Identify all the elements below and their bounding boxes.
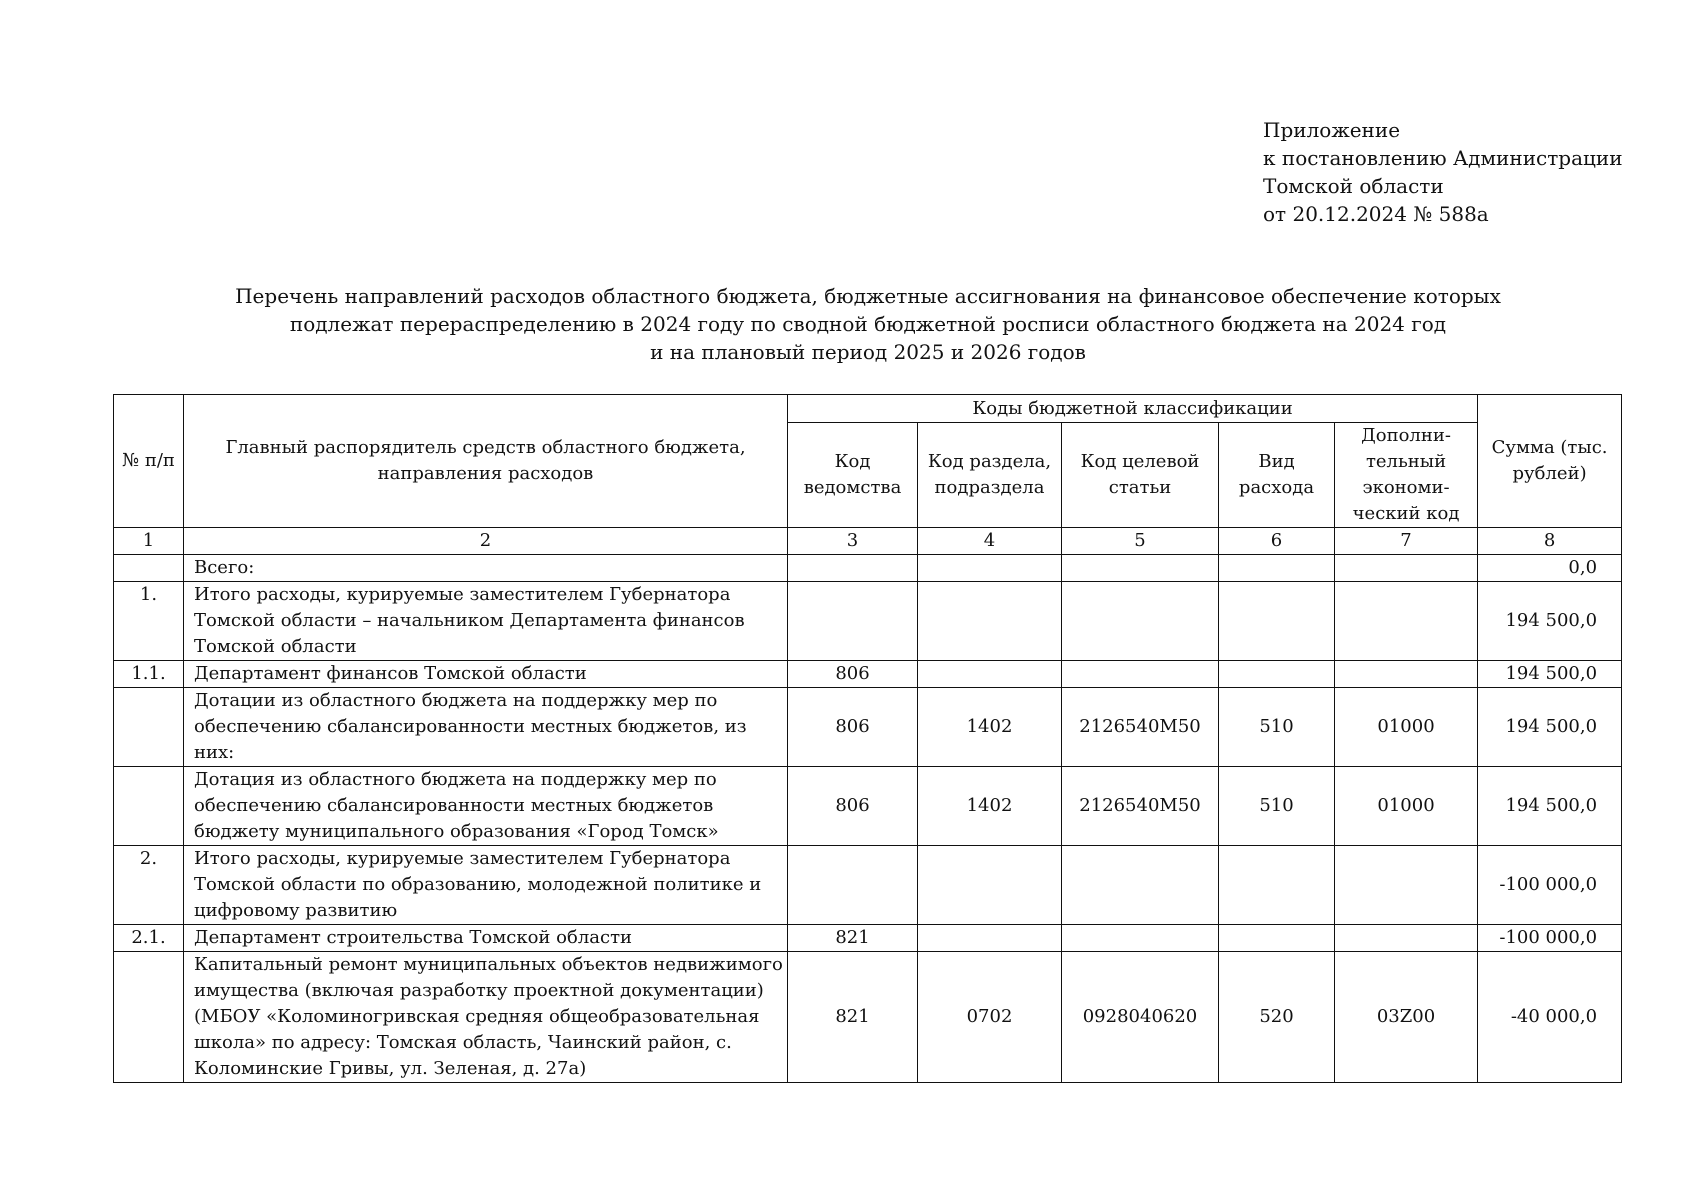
row-target (1062, 846, 1219, 925)
header-row-top (114, 395, 1622, 423)
row-sum: 0,0 (1478, 555, 1622, 582)
row-sum: -100 000,0 (1478, 925, 1622, 952)
row-sum: 194 500,0 (1478, 767, 1622, 846)
row-extra: 01000 (1335, 767, 1478, 846)
appendix-line: к постановлению Администрации (1263, 146, 1623, 170)
row-dept: 806 (788, 767, 918, 846)
row-extra (1335, 925, 1478, 952)
column-number-row (114, 528, 1622, 555)
row-sum: 194 500,0 (1478, 661, 1622, 688)
table-row (114, 661, 1622, 688)
row-name: Дотации из областного бюджета на поддержку мер по обеспечению сбалансированности местных бюджетов, из них: (184, 688, 788, 767)
row-section: 1402 (918, 688, 1062, 767)
row-type: 510 (1219, 688, 1335, 767)
title-line: и на плановый период 2025 и 2026 годов (650, 340, 1086, 364)
table-row (114, 925, 1622, 952)
row-sum: -100 000,0 (1478, 846, 1622, 925)
row-target (1062, 582, 1219, 661)
row-dept: 821 (788, 952, 918, 1083)
row-num: 1.1. (114, 661, 184, 688)
row-extra (1335, 846, 1478, 925)
row-sum: 194 500,0 (1478, 582, 1622, 661)
row-name: Департамент строительства Томской области (184, 925, 788, 952)
header-dept-code: Код ведомства (788, 423, 918, 528)
table-row (114, 555, 1622, 582)
table-row (114, 688, 1622, 767)
row-num: 2. (114, 846, 184, 925)
row-name: Итого расходы, курируемые заместителем Губернатора Томской области по образованию, молодежной политике и цифровому развитию (184, 846, 788, 925)
row-target: 2126540М50 (1062, 688, 1219, 767)
row-section (918, 846, 1062, 925)
row-sum: -40 000,0 (1478, 952, 1622, 1083)
row-type (1219, 582, 1335, 661)
row-dept: 821 (788, 925, 918, 952)
header-num: № п/п (114, 395, 184, 528)
header-extra-code: Дополни-тельный экономи-ческий код (1335, 423, 1478, 528)
row-dept: 806 (788, 661, 918, 688)
row-target: 2126540М50 (1062, 767, 1219, 846)
row-num (114, 555, 184, 582)
row-dept (788, 582, 918, 661)
row-name: Всего: (184, 555, 788, 582)
row-num (114, 767, 184, 846)
row-section: 0702 (918, 952, 1062, 1083)
document-title (114, 282, 1622, 366)
row-type (1219, 846, 1335, 925)
row-section (918, 661, 1062, 688)
column-number: 8 (1478, 528, 1622, 555)
row-extra (1335, 555, 1478, 582)
row-num: 1. (114, 582, 184, 661)
title-line: Перечень направлений расходов областного бюджета, бюджетные ассигнования на финансовое обеспечение которых (235, 284, 1501, 308)
row-num (114, 952, 184, 1083)
appendix-line: Томской области (1263, 174, 1444, 198)
header-expense-type: Вид расхода (1219, 423, 1335, 528)
row-type (1219, 555, 1335, 582)
row-type (1219, 925, 1335, 952)
row-section: 1402 (918, 767, 1062, 846)
row-num: 2.1. (114, 925, 184, 952)
row-target (1062, 555, 1219, 582)
column-number: 3 (788, 528, 918, 555)
row-dept (788, 846, 918, 925)
row-name: Итого расходы, курируемые заместителем Губернатора Томской области – начальником Департамента финансов Томской области (184, 582, 788, 661)
row-extra: 03Z00 (1335, 952, 1478, 1083)
column-number: 7 (1335, 528, 1478, 555)
budget-table (113, 394, 1622, 1083)
row-section (918, 925, 1062, 952)
table-row (114, 767, 1622, 846)
table-row (114, 846, 1622, 925)
row-extra (1335, 582, 1478, 661)
table-row (114, 582, 1622, 661)
row-section (918, 555, 1062, 582)
title-line: подлежат перераспределению в 2024 году по сводной бюджетной росписи областного бюджета на 2024 год (289, 312, 1447, 336)
column-number: 4 (918, 528, 1062, 555)
row-sum: 194 500,0 (1478, 688, 1622, 767)
row-section (918, 582, 1062, 661)
row-name: Дотация из областного бюджета на поддержку мер по обеспечению сбалансированности местных бюджетов бюджету муниципального образования «Город Томск» (184, 767, 788, 846)
appendix-date: от 20.12.2024 № 588а (1263, 202, 1489, 226)
row-extra (1335, 661, 1478, 688)
appendix-line: Приложение (1263, 118, 1401, 142)
header-sum: Сумма (тыс. рублей) (1478, 395, 1622, 528)
appendix-block (1263, 116, 1623, 228)
row-extra: 01000 (1335, 688, 1478, 767)
column-number: 2 (184, 528, 788, 555)
row-target (1062, 925, 1219, 952)
row-dept (788, 555, 918, 582)
header-codes-group: Коды бюджетной классификации (788, 395, 1478, 423)
header-target-code: Код целевой статьи (1062, 423, 1219, 528)
header-name: Главный распорядитель средств областного бюджета, направления расходов (184, 395, 788, 528)
row-type: 510 (1219, 767, 1335, 846)
row-target (1062, 661, 1219, 688)
header-section-code: Код раздела, подраздела (918, 423, 1062, 528)
row-name: Департамент финансов Томской области (184, 661, 788, 688)
row-num (114, 688, 184, 767)
column-number: 5 (1062, 528, 1219, 555)
row-name: Капитальный ремонт муниципальных объектов недвижимого имущества (включая разработку проектной документации) (МБОУ «Коломиногривская средняя общеобразовательная школа» по адресу: Томская область, Чаинский район, с. Коломинские Гривы, ул. Зеленая, д. 27а) (184, 952, 788, 1083)
column-number: 6 (1219, 528, 1335, 555)
column-number: 1 (114, 528, 184, 555)
row-type (1219, 661, 1335, 688)
row-dept: 806 (788, 688, 918, 767)
row-target: 0928040620 (1062, 952, 1219, 1083)
table-row (114, 952, 1622, 1083)
row-type: 520 (1219, 952, 1335, 1083)
